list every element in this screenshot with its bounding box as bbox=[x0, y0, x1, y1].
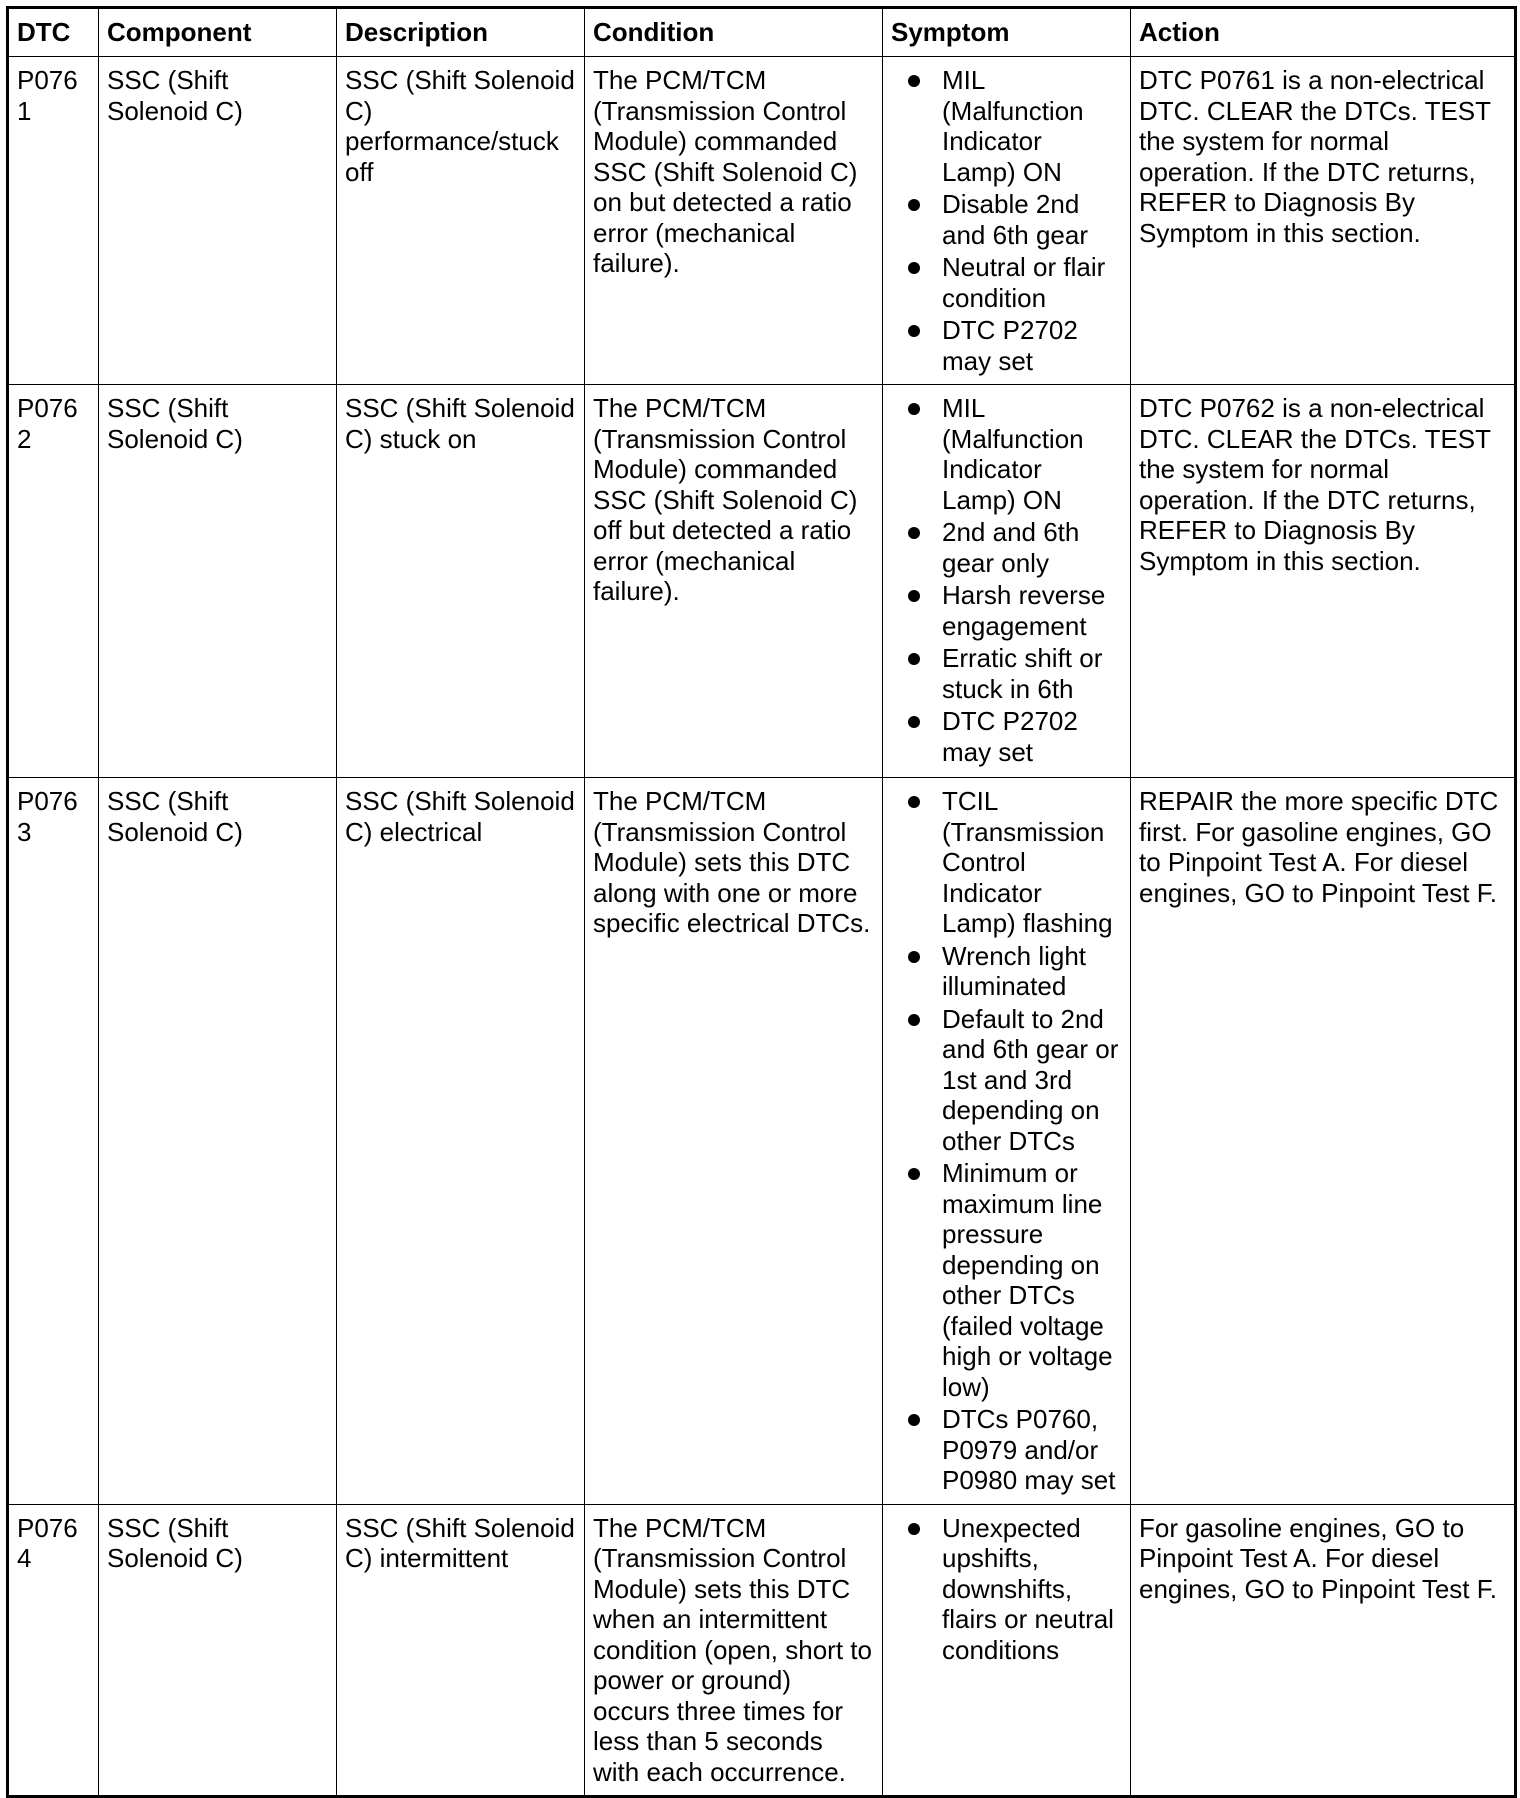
cell-description: SSC (Shift Solenoid C) intermittent bbox=[337, 1504, 585, 1796]
symptom-text: Wrench light illuminated bbox=[942, 940, 1087, 1001]
symptom-text: DTCs P0760, P0979 and/or P0980 may set bbox=[942, 1404, 1116, 1495]
cell-dtc: P0764 bbox=[8, 1504, 99, 1796]
symptom-item bbox=[891, 315, 1122, 376]
symptom-item bbox=[891, 580, 1122, 641]
cell-description: SSC (Shift Solenoid C) performance/stuck off bbox=[337, 57, 585, 385]
cell-description: SSC (Shift Solenoid C) stuck on bbox=[337, 385, 585, 778]
symptom-item bbox=[891, 517, 1122, 578]
cell-component: SSC (Shift Solenoid C) bbox=[99, 778, 337, 1505]
bullet-icon bbox=[908, 1414, 920, 1426]
symptom-list bbox=[891, 786, 1122, 1496]
cell-component: SSC (Shift Solenoid C) bbox=[99, 1504, 337, 1796]
symptom-text: DTC P2702 may set bbox=[942, 706, 1078, 767]
symptom-item bbox=[891, 1158, 1122, 1402]
symptom-text: MIL (Malfunction Indicator Lamp) ON bbox=[942, 65, 1084, 187]
header-action: Action bbox=[1131, 8, 1516, 57]
bullet-icon bbox=[908, 951, 920, 963]
header-description: Description bbox=[337, 8, 585, 57]
cell-dtc: P0763 bbox=[8, 778, 99, 1505]
symptom-list bbox=[891, 393, 1122, 767]
symptom-text: TCIL (Transmission Control Indicator Lamp) flashing bbox=[942, 786, 1113, 938]
header-condition: Condition bbox=[585, 8, 883, 57]
cell-action: DTC P0762 is a non-electrical DTC. CLEAR the DTCs. TEST the system for normal operation. If the DTC returns, REFER to Diagnosis By Symptom in this section. bbox=[1131, 385, 1516, 778]
bullet-icon bbox=[908, 199, 920, 211]
symptom-text: Minimum or maximum line pressure depending on other DTCs (failed voltage high or voltage low) bbox=[942, 1158, 1113, 1402]
symptom-item bbox=[891, 1513, 1122, 1666]
bullet-icon bbox=[908, 403, 920, 415]
symptom-item bbox=[891, 65, 1122, 187]
symptom-item bbox=[891, 1004, 1122, 1157]
symptom-text: Harsh reverse engagement bbox=[942, 580, 1106, 641]
bullet-icon bbox=[908, 796, 920, 808]
bullet-icon bbox=[908, 1014, 920, 1026]
cell-dtc: P0762 bbox=[8, 385, 99, 778]
table-row bbox=[8, 1504, 1516, 1796]
header-dtc: DTC bbox=[8, 8, 99, 57]
symptom-item bbox=[891, 706, 1122, 767]
symptom-text: Default to 2nd and 6th gear or 1st and 3rd depending on other DTCs bbox=[942, 1003, 1119, 1156]
cell-condition: The PCM/TCM (Transmission Control Module) sets this DTC when an intermittent condition (open, short to power or ground) occurs three times for less than 5 seconds with each occurrence. bbox=[585, 1504, 883, 1796]
symptom-item bbox=[891, 941, 1122, 1002]
cell-symptom bbox=[883, 385, 1131, 778]
bullet-icon bbox=[908, 75, 920, 87]
symptom-text: Disable 2nd and 6th gear bbox=[942, 189, 1089, 250]
bullet-icon bbox=[908, 527, 920, 539]
symptom-item bbox=[891, 643, 1122, 704]
header-component: Component bbox=[99, 8, 337, 57]
cell-condition: The PCM/TCM (Transmission Control Module) sets this DTC along with one or more specific electrical DTCs. bbox=[585, 778, 883, 1505]
table-header-row bbox=[8, 8, 1516, 57]
bullet-icon bbox=[908, 1523, 920, 1535]
symptom-item bbox=[891, 1404, 1122, 1496]
bullet-icon bbox=[908, 1168, 920, 1180]
table-row bbox=[8, 385, 1516, 778]
symptom-text: Neutral or flair condition bbox=[942, 252, 1106, 313]
cell-description: SSC (Shift Solenoid C) electrical bbox=[337, 778, 585, 1505]
symptom-item bbox=[891, 252, 1122, 313]
document-page bbox=[6, 6, 1514, 1798]
cell-condition: The PCM/TCM (Transmission Control Module) commanded SSC (Shift Solenoid C) off but detected a ratio error (mechanical failure). bbox=[585, 385, 883, 778]
symptom-list bbox=[891, 1513, 1122, 1666]
bullet-icon bbox=[908, 653, 920, 665]
cell-action: For gasoline engines, GO to Pinpoint Test A. For diesel engines, GO to Pinpoint Test F. bbox=[1131, 1504, 1516, 1796]
bullet-icon bbox=[908, 716, 920, 728]
bullet-icon bbox=[908, 590, 920, 602]
symptom-text: Unexpected upshifts, downshifts, flairs or neutral conditions bbox=[942, 1512, 1114, 1665]
cell-condition: The PCM/TCM (Transmission Control Module) commanded SSC (Shift Solenoid C) on but detected a ratio error (mechanical failure). bbox=[585, 57, 883, 385]
bullet-icon bbox=[908, 325, 920, 337]
cell-action: REPAIR the more specific DTC first. For gasoline engines, GO to Pinpoint Test A. For diesel engines, GO to Pinpoint Test F. bbox=[1131, 778, 1516, 1505]
cell-symptom bbox=[883, 778, 1131, 1505]
cell-symptom bbox=[883, 1504, 1131, 1796]
symptom-item bbox=[891, 786, 1122, 939]
cell-symptom bbox=[883, 57, 1131, 385]
symptom-text: 2nd and 6th gear only bbox=[942, 517, 1080, 578]
header-symptom: Symptom bbox=[883, 8, 1131, 57]
symptom-text: MIL (Malfunction Indicator Lamp) ON bbox=[942, 393, 1084, 515]
table-row bbox=[8, 778, 1516, 1505]
table-row bbox=[8, 57, 1516, 385]
cell-component: SSC (Shift Solenoid C) bbox=[99, 57, 337, 385]
cell-action: DTC P0761 is a non-electrical DTC. CLEAR the DTCs. TEST the system for normal operation. If the DTC returns, REFER to Diagnosis By Symptom in this section. bbox=[1131, 57, 1516, 385]
symptom-item bbox=[891, 393, 1122, 515]
bullet-icon bbox=[908, 262, 920, 274]
symptom-list bbox=[891, 65, 1122, 376]
dtc-table bbox=[6, 6, 1517, 1798]
symptom-item bbox=[891, 189, 1122, 250]
cell-component: SSC (Shift Solenoid C) bbox=[99, 385, 337, 778]
symptom-text: DTC P2702 may set bbox=[942, 315, 1078, 376]
cell-dtc: P0761 bbox=[8, 57, 99, 385]
symptom-text: Erratic shift or stuck in 6th bbox=[942, 643, 1103, 704]
